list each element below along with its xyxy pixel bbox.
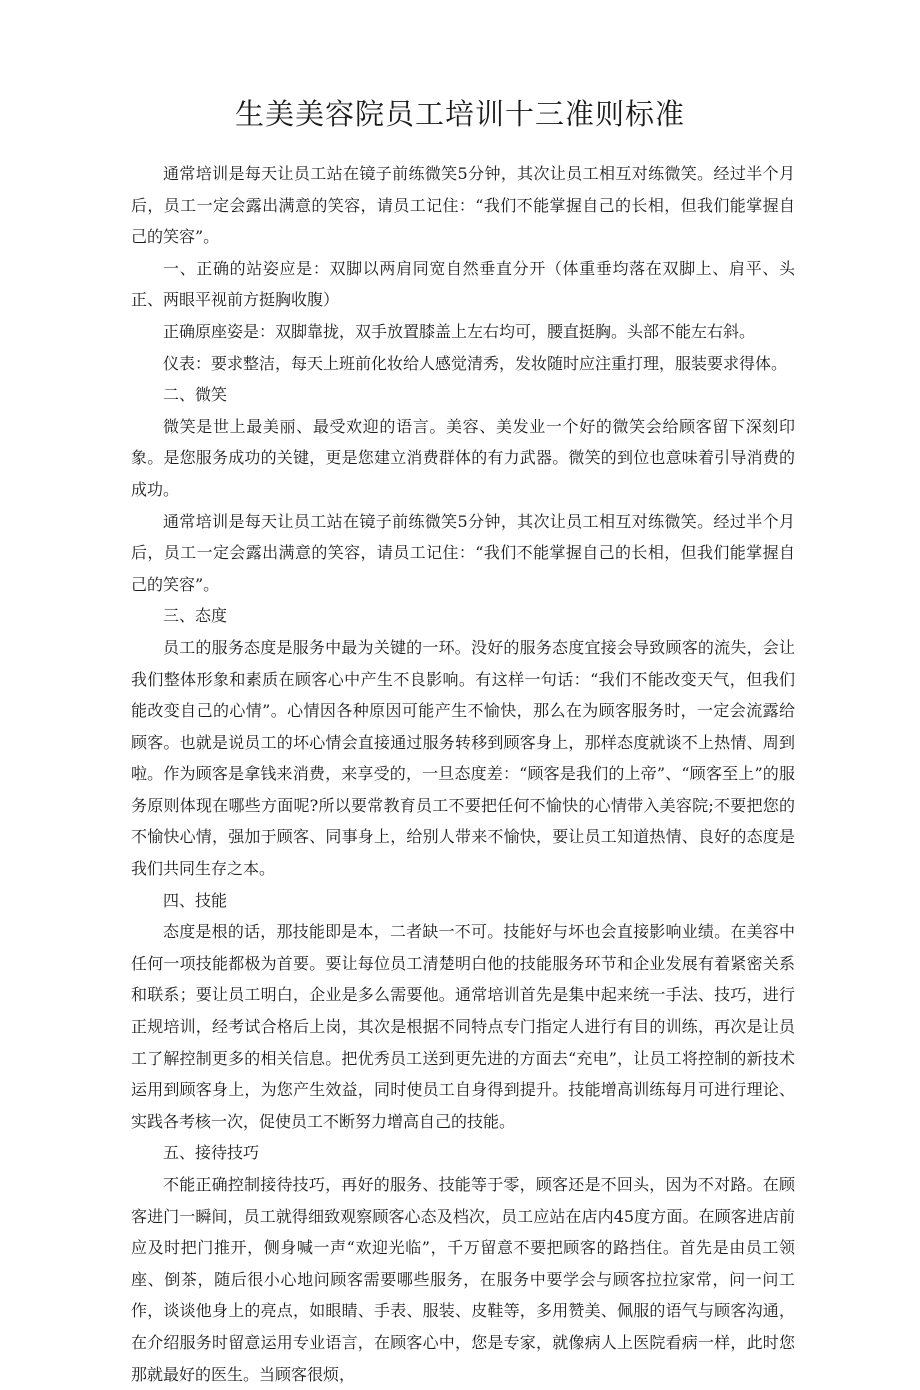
paragraph-standing-posture: 一、正确的站姿应是：双脚以两肩同宽自然垂直分开（体重垂均落在双脚上、肩平、头正、两眼平视前方挺胸收腹） bbox=[131, 258, 795, 310]
paragraph-skills: 态度是根的话，那技能即是本，二者缺一不可。技能好与坏也会直接影响业绩。在美容中任何一项技能都极为首要。要让每位员工清楚明白他的技能服务环节和企业发展有着紧密关系和联系；要让员工明白，企业是多么需要他。通常培训首先是集中起来统一手法、技巧，进行正规培训，经考试合格后上岗，其次是根据不同特点专门指定人进行有目的训练，再次是让员工了解控制更多的相关信息。把优秀员工送到更先进的方面去“充电”，让员工将控制的新技术运用到顾客身上，为您产生效益，同时使员工自身得到提升。技能增高训练每月可进行理论、实践各考核一次，促使员工不断努力增高自己的技能。 bbox=[131, 922, 795, 1131]
paragraph-smile-training: 通常培训是每天让员工站在镜子前练微笑5分钟，其次让员工相互对练微笑。经过半个月后，员工一定会露出满意的笑容，请员工记住：“我们不能掌握自己的长相，但我们能掌握自己的笑容”。 bbox=[131, 511, 795, 594]
paragraph-attitude: 员工的服务态度是服务中最为关键的一环。没好的服务态度宜接会导致顾客的流失，会让我们整体形象和素质在顾客心中产生不良影响。有这样一句话：“我们不能改变天气，但我们能改变自己的心情”。心情因各种原因可能产生不愉快，那么在为顾客服务时，一定会流露给顾客。也就是说员工的坏心情会直接通过服务转移到顾客身上，那样态度就谈不上热情、周到啦。作为顾客是拿钱来消费，来享受的，一旦态度差：“顾客是我们的上帝”、“顾客至上”的服务原则体现在哪些方面呢?所以要常教育员工不要把任何不愉快的心情带入美容院;不要把您的不愉快心情，强加于顾客、同事身上，给别人带来不愉快，要让员工知道热情、良好的态度是我们共同生存之本。 bbox=[131, 637, 795, 879]
paragraph-sitting-posture: 正确原座姿是：双脚靠拢，双手放置膝盖上左右均可，腰直挺胸。头部不能左右斜。 bbox=[163, 321, 756, 341]
paragraph-smile: 微笑是世上最美丽、最受欢迎的语言。美容、美发业一个好的微笑会给顾客留下深刻印象。是您服务成功的关键，更是您建立消费群体的有力武器。微笑的到位也意味着引导消费的成功。 bbox=[131, 416, 795, 499]
section-heading-skills: 四、技能 bbox=[163, 890, 228, 910]
section-heading-reception: 五、接待技巧 bbox=[163, 1143, 260, 1163]
paragraph-appearance: 仪表：要求整洁，每天上班前化妆给人感觉清秀，发妆随时应注重打理，服装要求得体。 bbox=[163, 353, 788, 373]
section-heading-attitude: 三、态度 bbox=[163, 606, 228, 626]
section-heading-smile: 二、微笑 bbox=[163, 385, 228, 405]
document-body bbox=[131, 158, 795, 1390]
paragraph-intro-smile-training: 通常培训是每天让员工站在镜子前练微笑5分钟，其次让员工相互对练微笑。经过半个月后，员工一定会露出满意的笑容，请员工记住：“我们不能掌握自己的长相，但我们能掌握自己的笑容”。 bbox=[131, 164, 795, 247]
document-title: 生美美容院员工培训十三准则标准 bbox=[234, 97, 685, 131]
paragraph-reception: 不能正确控制接待技巧，再好的服务、技能等于零，顾客还是不回头，因为不对路。在顾客进门一瞬间，员工就得细致观察顾客心态及档次，员工应站在店内45度方面。在顾客进店前应及时把门推开，侧身喊一声“欢迎光临”，千万留意不要把顾客的路挡住。首先是由员工领座、倒茶，随后很小心地问顾客需要哪些服务，在服务中要学会与顾客拉拉家常，问一问工作，谈谈他身上的亮点，如眼睛、手表、服装、皮鞋等，多用赞美、佩服的语气与顾客沟通，在介绍服务时留意运用专业语言，在顾客心中，您是专家，就像病人上医院看病一样，此时您那就最好的医生。当顾客很烦， bbox=[131, 1175, 795, 1384]
